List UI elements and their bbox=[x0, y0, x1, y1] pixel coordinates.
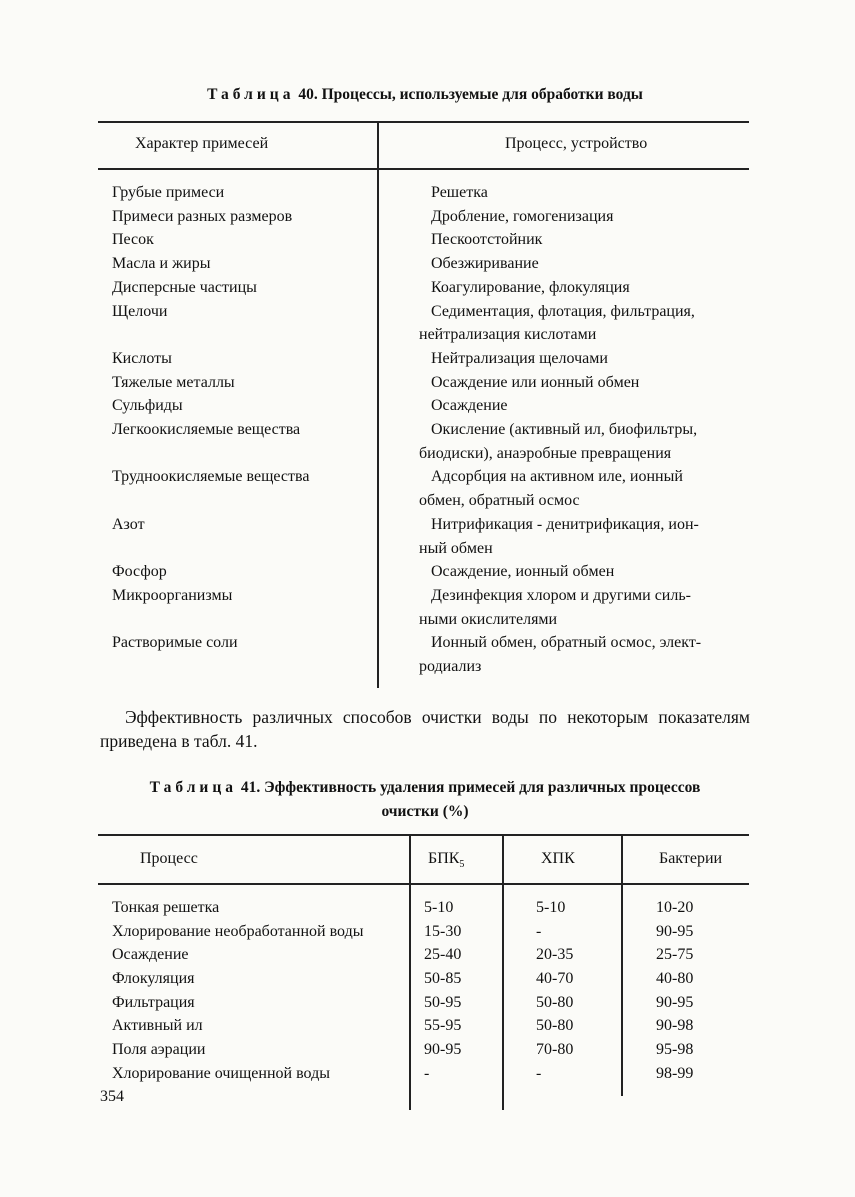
process-line: Ионный обмен, обратный осмос, элект- bbox=[431, 634, 702, 652]
hpk-cell: 50-80 bbox=[536, 993, 574, 1011]
process-line: нейтрализация кислотами bbox=[419, 326, 597, 344]
process-cell bbox=[419, 181, 752, 205]
bacteria-cell: 25-75 bbox=[656, 946, 694, 964]
table-41-top-rule bbox=[98, 834, 749, 836]
bpk-cell: 5-10 bbox=[424, 899, 454, 916]
process-cell bbox=[419, 513, 752, 560]
table-41-divider-3 bbox=[621, 834, 623, 1096]
bacteria-cell: 10-20 bbox=[656, 899, 694, 916]
process-cell bbox=[419, 300, 752, 347]
table-row bbox=[112, 205, 752, 229]
table-row bbox=[112, 560, 752, 584]
table-41-divider-1 bbox=[409, 834, 411, 1110]
table-row bbox=[112, 418, 752, 465]
process-cell bbox=[419, 205, 752, 229]
impurity-cell: Кислоты bbox=[112, 349, 172, 367]
table-row bbox=[112, 631, 752, 678]
table-row bbox=[112, 228, 752, 252]
impurity-cell: Примеси разных размеров bbox=[112, 207, 293, 225]
hpk-cell: - bbox=[536, 1064, 542, 1082]
table-41-caption-label: Таблица bbox=[149, 779, 238, 796]
impurity-cell: Грубые примеси bbox=[112, 184, 225, 201]
process-line: Осаждение bbox=[431, 397, 508, 415]
process-cell bbox=[419, 560, 752, 584]
process-line: родиализ bbox=[419, 658, 482, 676]
process-cell: Тонкая решетка bbox=[112, 899, 220, 916]
table-41-header-bpk bbox=[428, 850, 464, 870]
process-cell: Фильтрация bbox=[112, 993, 195, 1011]
bacteria-cell: 98-99 bbox=[656, 1064, 694, 1082]
process-line: Нитрификация - денитрификация, ион- bbox=[431, 515, 699, 533]
table-41-caption bbox=[100, 776, 750, 824]
hpk-cell: 5-10 bbox=[536, 899, 566, 916]
process-line: ными окислителями bbox=[419, 610, 558, 628]
table-41-header-bacteria: Бактерии bbox=[659, 850, 723, 867]
impurity-cell: Сульфиды bbox=[112, 397, 183, 415]
bacteria-cell: 90-95 bbox=[656, 922, 694, 940]
table-row bbox=[112, 584, 752, 631]
table-row bbox=[112, 181, 752, 205]
body-paragraph: Эффективность различных способов очистки воды по некоторым показателям приведена в табл. 41. bbox=[100, 707, 750, 751]
table-row bbox=[112, 513, 752, 560]
impurity-cell: Тяжелые металлы bbox=[112, 373, 235, 391]
hpk-cell: 20-35 bbox=[536, 946, 574, 964]
hpk-cell: 50-80 bbox=[536, 1017, 574, 1035]
process-cell bbox=[419, 584, 752, 631]
table-row bbox=[112, 252, 752, 276]
table-41-header-bpk-subscript: 5 bbox=[459, 859, 465, 871]
bpk-cell: 90-95 bbox=[424, 1041, 462, 1059]
table-40-caption-text: 40. Процессы, используемые для обработки воды bbox=[298, 86, 643, 103]
table-40-header-impurity: Характер примесей bbox=[135, 135, 269, 152]
table-row bbox=[112, 394, 752, 418]
table-row bbox=[112, 371, 752, 395]
bpk-cell: 25-40 bbox=[424, 946, 462, 964]
process-line: Решетка bbox=[431, 184, 488, 201]
process-line: Дезинфекция хлором и другими силь- bbox=[431, 586, 691, 604]
impurity-cell: Микроорганизмы bbox=[112, 586, 233, 604]
process-cell bbox=[419, 228, 752, 252]
process-line: Окисление (активный ил, биофильтры, bbox=[431, 421, 698, 439]
bpk-cell: - bbox=[424, 1064, 430, 1082]
impurity-cell: Дисперсные частицы bbox=[112, 278, 257, 296]
process-line: ный обмен bbox=[419, 539, 493, 557]
table-row bbox=[112, 276, 752, 300]
impurity-cell: Трудноокисляемые вещества bbox=[112, 468, 310, 486]
table-40-caption bbox=[100, 86, 750, 104]
process-cell: Активный ил bbox=[112, 1017, 203, 1035]
process-cell bbox=[419, 371, 752, 395]
impurity-cell: Азот bbox=[112, 515, 145, 533]
process-cell bbox=[419, 276, 752, 300]
bpk-cell: 15-30 bbox=[424, 922, 462, 940]
process-line: Коагулирование, флокуляция bbox=[431, 278, 630, 296]
process-cell: Поля аэрации bbox=[112, 1041, 206, 1059]
hpk-cell: 40-70 bbox=[536, 970, 574, 988]
table-40-header-rule bbox=[98, 168, 749, 170]
process-cell: Осаждение bbox=[112, 946, 189, 964]
process-cell bbox=[419, 252, 752, 276]
process-cell: Флокуляция bbox=[112, 970, 195, 988]
process-cell bbox=[419, 394, 752, 418]
bacteria-cell: 40-80 bbox=[656, 970, 694, 988]
hpk-cell: 70-80 bbox=[536, 1041, 574, 1059]
impurity-cell: Песок bbox=[112, 231, 154, 249]
bacteria-cell: 90-98 bbox=[656, 1017, 694, 1035]
bpk-cell: 55-95 bbox=[424, 1017, 462, 1035]
process-line: Адсорбция на активном иле, ионный bbox=[431, 468, 683, 486]
process-cell: Хлорирование очищенной воды bbox=[112, 1064, 330, 1082]
impurity-cell: Растворимые соли bbox=[112, 634, 238, 652]
process-line: Осаждение, ионный обмен bbox=[431, 563, 615, 581]
table-41-caption-line2: очистки (%) bbox=[381, 803, 469, 820]
process-line: Нейтрализация щелочами bbox=[431, 349, 608, 367]
process-cell bbox=[419, 631, 752, 678]
page-number: 354 bbox=[100, 1088, 124, 1105]
table-40-top-rule bbox=[98, 121, 749, 123]
bacteria-cell: 90-95 bbox=[656, 993, 694, 1011]
process-cell: Хлорирование необработанной воды bbox=[112, 922, 364, 940]
table-40-header-process: Процесс, устройство bbox=[505, 135, 648, 152]
impurity-cell: Щелочи bbox=[112, 302, 168, 320]
process-cell bbox=[419, 418, 752, 465]
impurity-cell: Фосфор bbox=[112, 563, 167, 581]
process-line: Пескоотстойник bbox=[431, 231, 543, 249]
table-41-header-bpk-label: БПК bbox=[428, 850, 460, 867]
bacteria-cell: 95-98 bbox=[656, 1041, 694, 1059]
table-41-header-rule bbox=[98, 883, 749, 885]
table-40-body bbox=[112, 181, 752, 679]
process-line: Осаждение или ионный обмен bbox=[431, 373, 640, 391]
bpk-cell: 50-85 bbox=[424, 970, 462, 988]
process-cell bbox=[419, 465, 752, 512]
impurity-cell: Легкоокисляемые вещества bbox=[112, 421, 301, 439]
process-line: биодиски), анаэробные превращения bbox=[419, 444, 672, 462]
table-row bbox=[112, 465, 752, 512]
process-line: обмен, обратный осмос bbox=[419, 492, 580, 510]
process-line: Дробление, гомогенизация bbox=[431, 207, 614, 225]
impurity-cell: Масла и жиры bbox=[112, 255, 211, 273]
table-41-divider-2 bbox=[502, 834, 504, 1110]
table-41-caption-text: 41. Эффективность удаления примесей для различных процессов bbox=[240, 779, 701, 796]
hpk-cell: - bbox=[536, 922, 542, 940]
table-41-header-process: Процесс bbox=[140, 850, 198, 867]
table-row bbox=[112, 300, 752, 347]
process-line: Обезжиривание bbox=[431, 255, 539, 273]
bpk-cell: 50-95 bbox=[424, 993, 462, 1011]
table-40-caption-label: Таблица bbox=[207, 86, 295, 103]
process-line: Седиментация, флотация, фильтрация, bbox=[431, 302, 695, 320]
table-row bbox=[112, 347, 752, 371]
table-41-header-hpk: ХПК bbox=[541, 850, 575, 867]
process-cell bbox=[419, 347, 752, 371]
